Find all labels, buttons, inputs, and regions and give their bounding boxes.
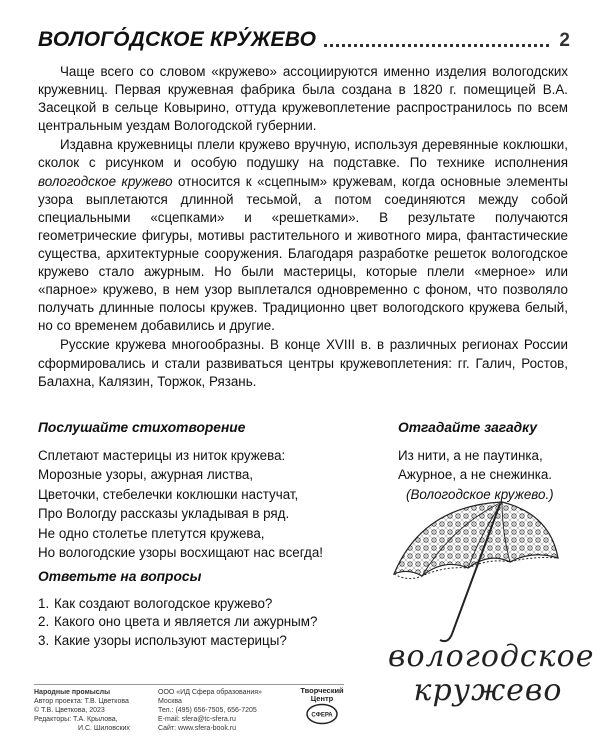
page-title: ВОЛОГО́ДСКОЕ КРУ́ЖЕВО [38,28,317,51]
sphere-logo-icon [305,703,339,725]
page-number: 2 [559,30,570,51]
poem-line: Сплетают мастерицы из ниток кружева: [38,447,286,463]
poem-line: Про Вологду рассказы укладывая в ряд. [38,506,290,521]
riddle-heading: Отгадайте загадку [398,420,538,435]
question-item: 1. Как создают вологодское кружево? [38,595,273,611]
poem-section [38,418,368,563]
poem-line: Цветочки, стебелечки коклюшки настучат, [38,486,299,502]
emphasis-term: вологодское кружево [38,173,173,189]
riddle-answer: (Вологодское кружево.) [406,486,554,502]
svg-text:СФЕРА: СФЕРА [311,712,333,719]
poem-line: Но вологодские узоры восхищают нас всегда! [38,545,324,560]
lace-caption-script: вологодское кружево [388,639,595,708]
lace-umbrella-illustration [382,496,562,646]
questions-heading: Ответьте на вопросы [38,569,202,584]
riddle-line: Из нити, а не паутинка, [398,447,543,463]
publisher-column: ООО «ИД Сфера образования» Москва Тел.: (495) 656-7505, 656-7205 E-mail: sfera@tc-sfera.ru Сайт: www.sfera-book.ru [158,689,262,732]
poem-line: Не одно столетье плетутся кружева, [38,525,265,541]
questions-section [38,568,338,650]
article-paragraph-2: Издавна кружевницы плели кружево вручную, используя деревянные коклюшки, сколок с рисунком и особую подушку на подставке. По технике исполнения вологодское кружево относится к «сцепным» кружевам, когда основные элементы узора выплетаются длинной тесьмой, а потом соединяются между собой специальными «сцепками» и «решетками». В результате получаются геометрические фигуры, мотивы растительного и животного мира, фантастические существа, архитектурные сооружения. Благодаря разработке решеток вологодское кружево стало ажурным. Но были мастерицы, которые плели «мерное» или «парное» кружево, в нем узор выплетался одновременно с фоном, что позволяло получать длинные полосы кружев. Традиционно цвет вологодского кружева белый, но со временем добавились и другие. [38,137,568,334]
riddle-section [398,418,578,504]
questions-list [38,595,338,651]
dotted-leader [324,44,549,47]
publisher-logo: Творческий Центр СФЕРА [292,687,352,727]
riddle-line: Ажурное, а не снежинка. [398,467,553,482]
poem-line: Морозные узоры, ажурная листва, [38,467,254,482]
article-paragraph-3: Русские кружева многообразны. В конце XVIII в. в различных регионах России сформировались и стали развиваться центры кружевоплетения: гг. Галич, Ростов, Балахна, Калязин, Торжок, Рязань. [38,337,568,389]
article-body [38,63,568,392]
publication-footer [34,684,344,741]
credits-column: Народные промыслы Автор проекта: Т.В. Цветкова © Т.В. Цветкова, 2023 Редакторы: Т.А. Крылова, И.С. Шиловских [34,689,130,732]
article-paragraph-1: Чаще всего со словом «кружево» ассоциируются именно изделия вологодских кружевниц. Первая кружевная фабрика была создана в 1820 г. помещицей В.А. Засецкой в сельце Ковырино, оттуда кружевоплетение распространилось по всем центральным уездам Вологодской губернии. [38,64,568,134]
question-item: 3. Какие узоры используют мастерицы? [38,632,287,648]
page-header [38,26,570,52]
question-item: 2. Какого оно цвета и является ли ажурным? [38,614,318,629]
poem-heading: Послушайте стихотворение [38,420,246,435]
